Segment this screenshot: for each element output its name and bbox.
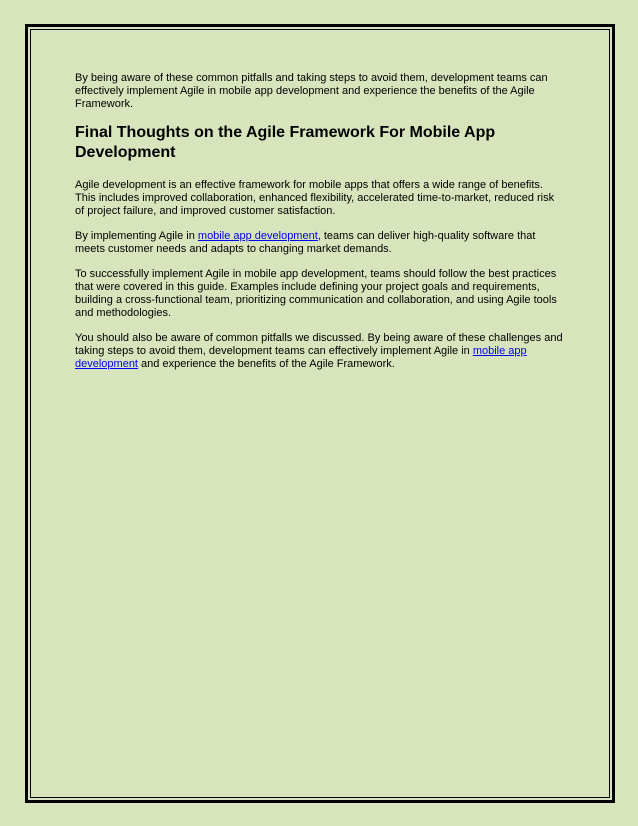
paragraph-text: , teams can deliver high-quality software that meets customer needs and adapts to changing market demands. xyxy=(75,230,536,255)
mobile-app-development-link[interactable]: mobile app development xyxy=(197,230,318,242)
paragraph-text: and experience the benefits of the Agile Framework. xyxy=(138,358,395,370)
mobile-app-development-link[interactable]: mobile app development xyxy=(75,345,527,370)
paragraph-text: By implementing Agile in xyxy=(75,230,198,242)
article-body xyxy=(75,72,565,383)
paragraph-pitfalls xyxy=(75,332,565,371)
paragraph-text: You should also be aware of common pitfalls we discussed. By being aware of these challenges and taking steps to avoid them, development teams can effectively implement Agile in xyxy=(75,332,563,357)
section-heading: Final Thoughts on the Agile Framework For Mobile App Development xyxy=(75,124,496,161)
paragraph-implementing xyxy=(75,230,565,256)
intro-paragraph: By being aware of these common pitfalls and taking steps to avoid them, development teams can effectively implement Agile in mobile app development and experience the benefits of the Agile Framework. xyxy=(75,72,548,110)
paragraph-benefits: Agile development is an effective framework for mobile apps that offers a wide range of benefits. This includes improved collaboration, enhanced flexibility, accelerated time-to-market, reduced risk of project failure, and improved customer satisfaction. xyxy=(75,179,555,217)
paragraph-best-practices: To successfully implement Agile in mobile app development, teams should follow the best practices that were covered in this guide. Examples include defining your project goals and requirements, building a cross-functional team, prioritizing communication and collaboration, and using Agile tools and methodologies. xyxy=(75,268,557,319)
